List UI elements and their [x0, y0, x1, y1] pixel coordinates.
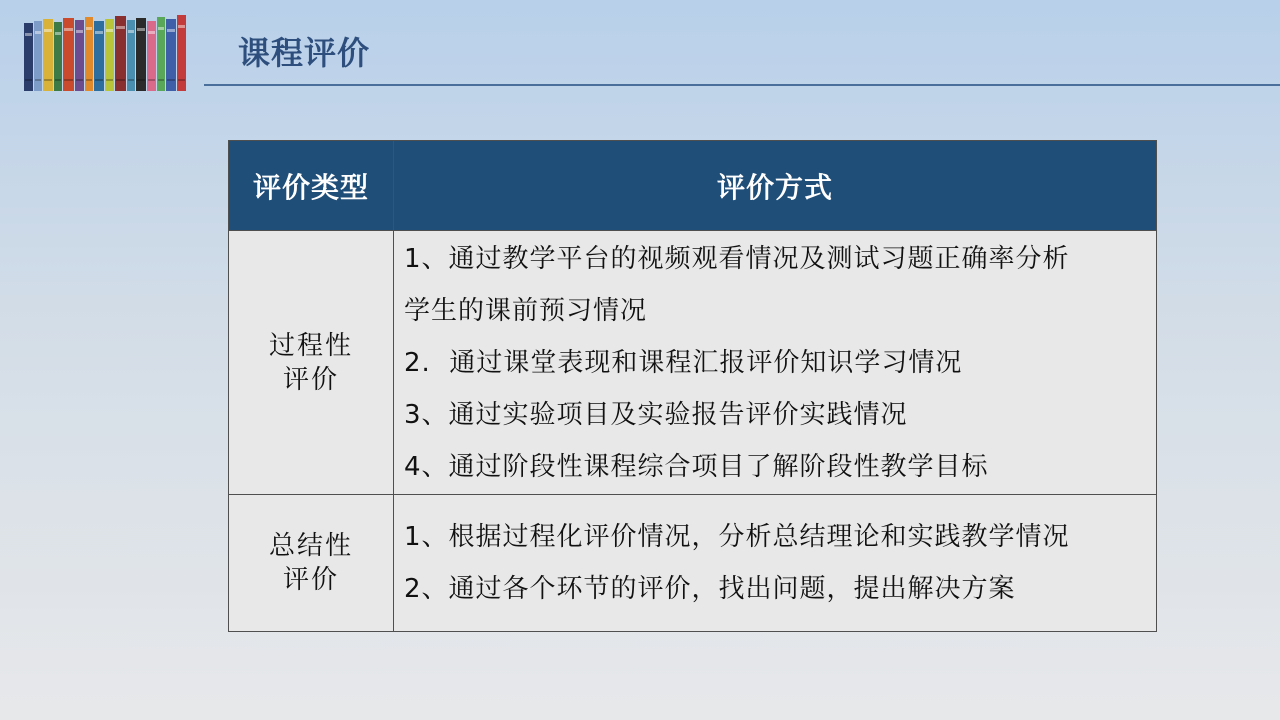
type-label-line: 过程性 — [268, 330, 353, 361]
header-evaluation-type: 评价类型 — [229, 141, 394, 231]
method-item: 2. 通过课堂表现和课程汇报评价知识学习情况 — [404, 347, 963, 378]
type-cell-process — [229, 231, 394, 495]
table-row — [229, 495, 1157, 632]
type-cell-summary — [229, 495, 394, 632]
method-item: 2、通过各个环节的评价，找出问题，提出解决方案 — [404, 574, 1016, 604]
method-item: 学生的课前预习情况 — [404, 295, 648, 326]
table-header-row — [229, 141, 1157, 231]
method-item: 4、通过阶段性课程综合项目了解阶段性教学目标 — [404, 451, 989, 482]
method-cell-process — [394, 231, 1157, 495]
method-item: 1、根据过程化评价情况，分析总结理论和实践教学情况 — [404, 522, 1070, 552]
method-item: 1、通过教学平台的视频观看情况及测试习题正确率分析 — [404, 243, 1070, 274]
type-label-line: 总结性 — [268, 531, 353, 561]
method-item: 3、通过实验项目及实验报告评价实践情况 — [404, 399, 908, 430]
evaluation-table — [228, 140, 1157, 632]
type-label-line: 评价 — [282, 364, 339, 395]
type-label-line: 评价 — [282, 565, 339, 595]
books-icon — [24, 15, 194, 91]
method-cell-summary — [394, 495, 1157, 632]
page-title: 课程评价 — [238, 34, 371, 72]
title-divider — [204, 84, 1280, 86]
table-row — [229, 231, 1157, 495]
header-evaluation-method: 评价方式 — [394, 141, 1157, 231]
